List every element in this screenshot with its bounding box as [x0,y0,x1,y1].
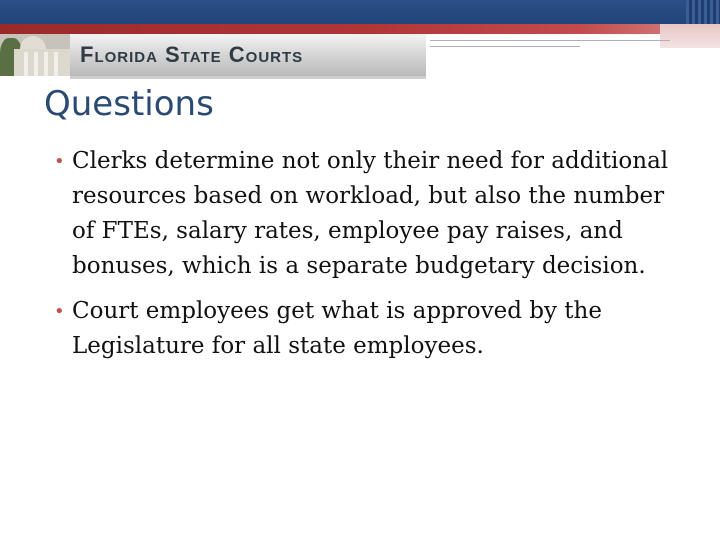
building-body [14,49,70,76]
bullet-item [50,144,690,284]
bullet-text: Court employees get what is approved by the Legislature for all state employees. [72,298,602,359]
slide-title: Questions [44,84,214,124]
bullet-item [50,294,690,364]
divider-line [430,40,670,41]
courthouse-image [0,34,70,76]
header-accent [686,0,720,24]
header-bar [0,0,720,24]
column [24,52,28,76]
banner-shadow [70,76,426,79]
column [54,52,58,76]
bullet-icon: • [54,301,65,322]
bullet-list [50,144,690,374]
banner-title: Florida State Courts [80,42,304,67]
dome-shape [20,36,46,50]
header-red-stripe [0,24,720,34]
column [34,52,38,76]
column [44,52,48,76]
divider-line [430,46,580,47]
bullet-icon: • [54,151,65,172]
title-banner [70,34,426,76]
header-stripe-fade [660,24,720,48]
bullet-text: Clerks determine not only their need for additional resources based on workload, but also the number of FTEs, salary rates, employee pay raises, and bonuses, which is a separate budgetary decision. [72,148,669,279]
